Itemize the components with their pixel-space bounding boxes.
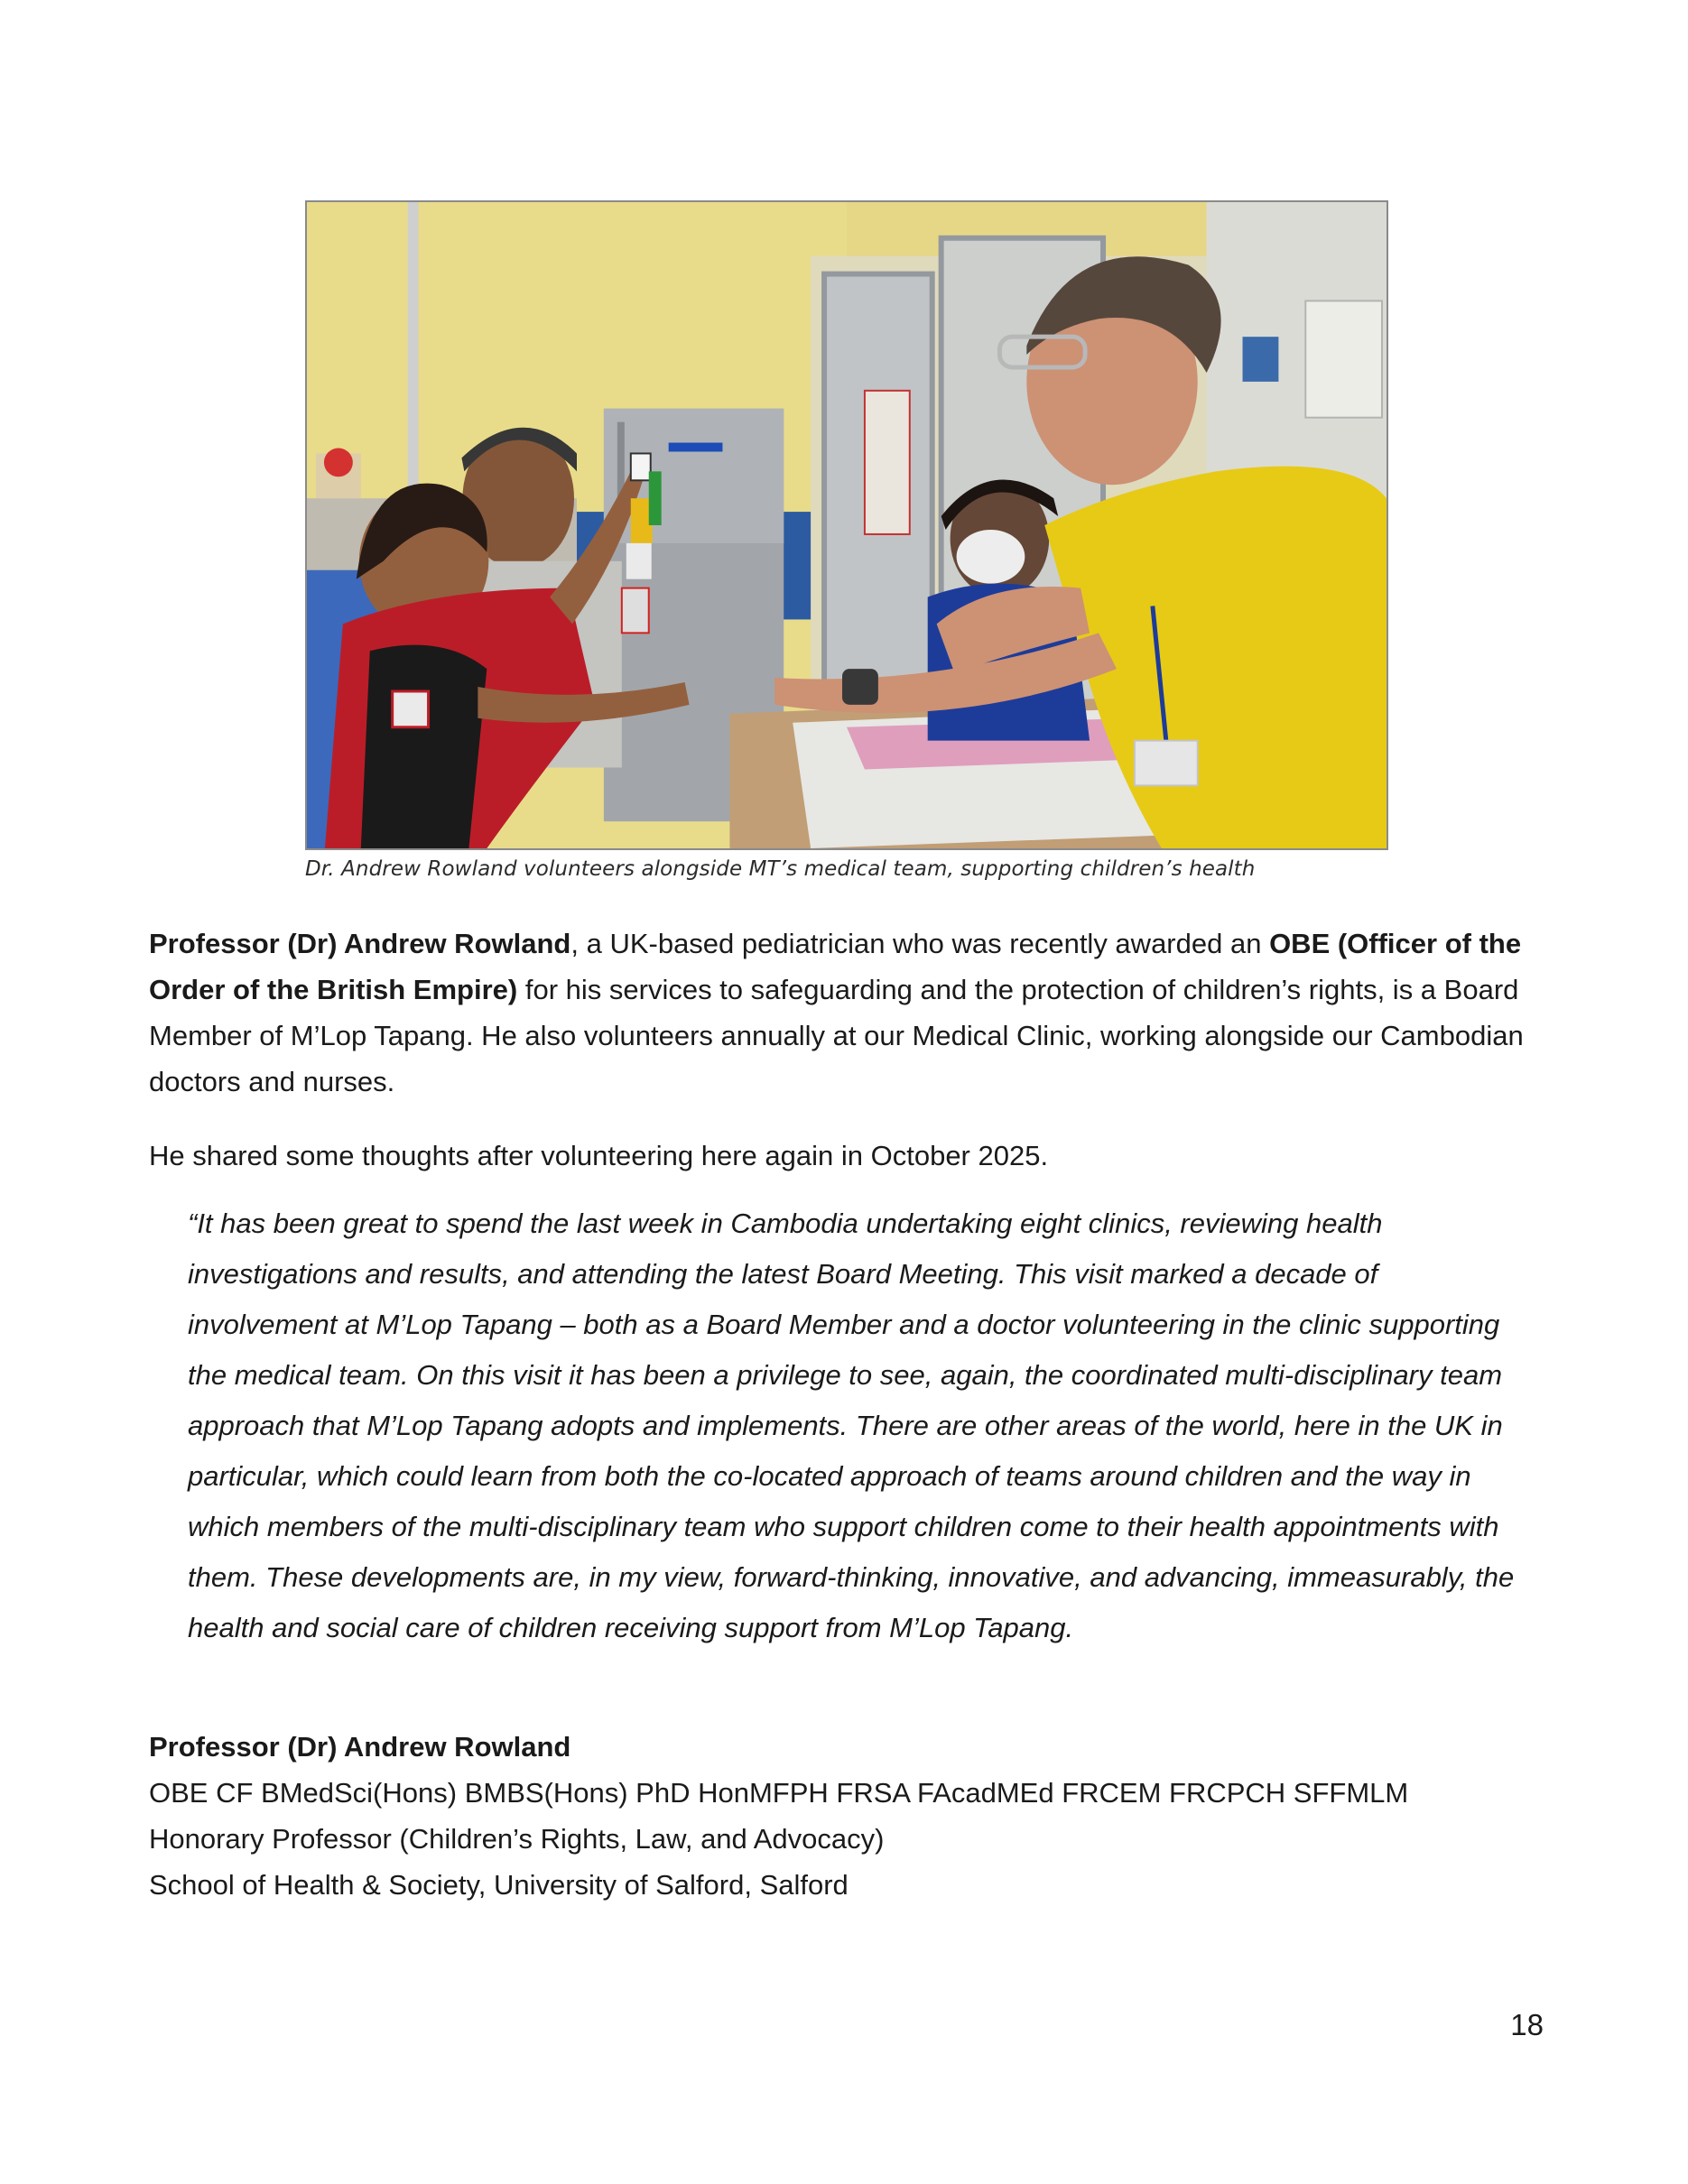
testimonial-quote: “It has been great to spend the last week in Cambodia undertaking eight clinics, reviewing health investigations and results, and attending the latest Board Meeting. This visit marked a decade of involvement at M’Lop Tapang – both as a Board Member and a doctor volunteering in the clinic supporting the medical team. On this visit it has been a privilege to see, again, the coordinated multi-disciplinary team approach that M’Lop Tapang adopts and implements. There are other areas of the world, here in the UK in particular, which could learn from both the co-located approach of teams around children and the way in which members of the multi-disciplinary team who support children come to their health appointments with them. These developments are, in my view, forward-thinking, innovative, and advancing, immeasurably, the health and social care of children receiving support from M’Lop Tapang.: [188, 1208, 1515, 1643]
photo-caption: Dr. Andrew Rowland volunteers alongside MT’s medical team, supporting children’s health: [305, 857, 1256, 881]
signature-affiliation: School of Health & Society, University of Salford, Salford: [149, 1869, 849, 1901]
shared-thoughts-paragraph: He shared some thoughts after volunteering here again in October 2025.: [149, 1140, 1049, 1171]
signature-title: Honorary Professor (Children’s Rights, Law, and Advocacy): [149, 1823, 885, 1855]
photo-illustration: [307, 202, 1387, 848]
intro-award: OBE (Officer of the Order of the British Empire): [149, 928, 1522, 1005]
intro-paragraph: [149, 921, 1539, 1105]
intro-part2: for his services to safeguarding and the protection of children’s rights, is a Board Member of M’Lop Tapang. He also volunteers annually at our Medical Clinic, working alongside our Cambodian doctors and nurses.: [149, 974, 1524, 1097]
intro-part1: , a UK-based pediatrician who was recently awarded an: [570, 928, 1270, 959]
intro-name: Professor (Dr) Andrew Rowland: [149, 928, 571, 959]
page-number: 18: [1510, 2008, 1544, 2041]
clinic-photo: [305, 200, 1388, 850]
signature-block: [149, 1724, 1539, 1908]
signature-name: Professor (Dr) Andrew Rowland: [149, 1731, 571, 1763]
signature-credentials: OBE CF BMedSci(Hons) BMBS(Hons) PhD HonMFPH FRSA FAcadMEd FRCEM FRCPCH SFFMLM: [149, 1777, 1409, 1809]
